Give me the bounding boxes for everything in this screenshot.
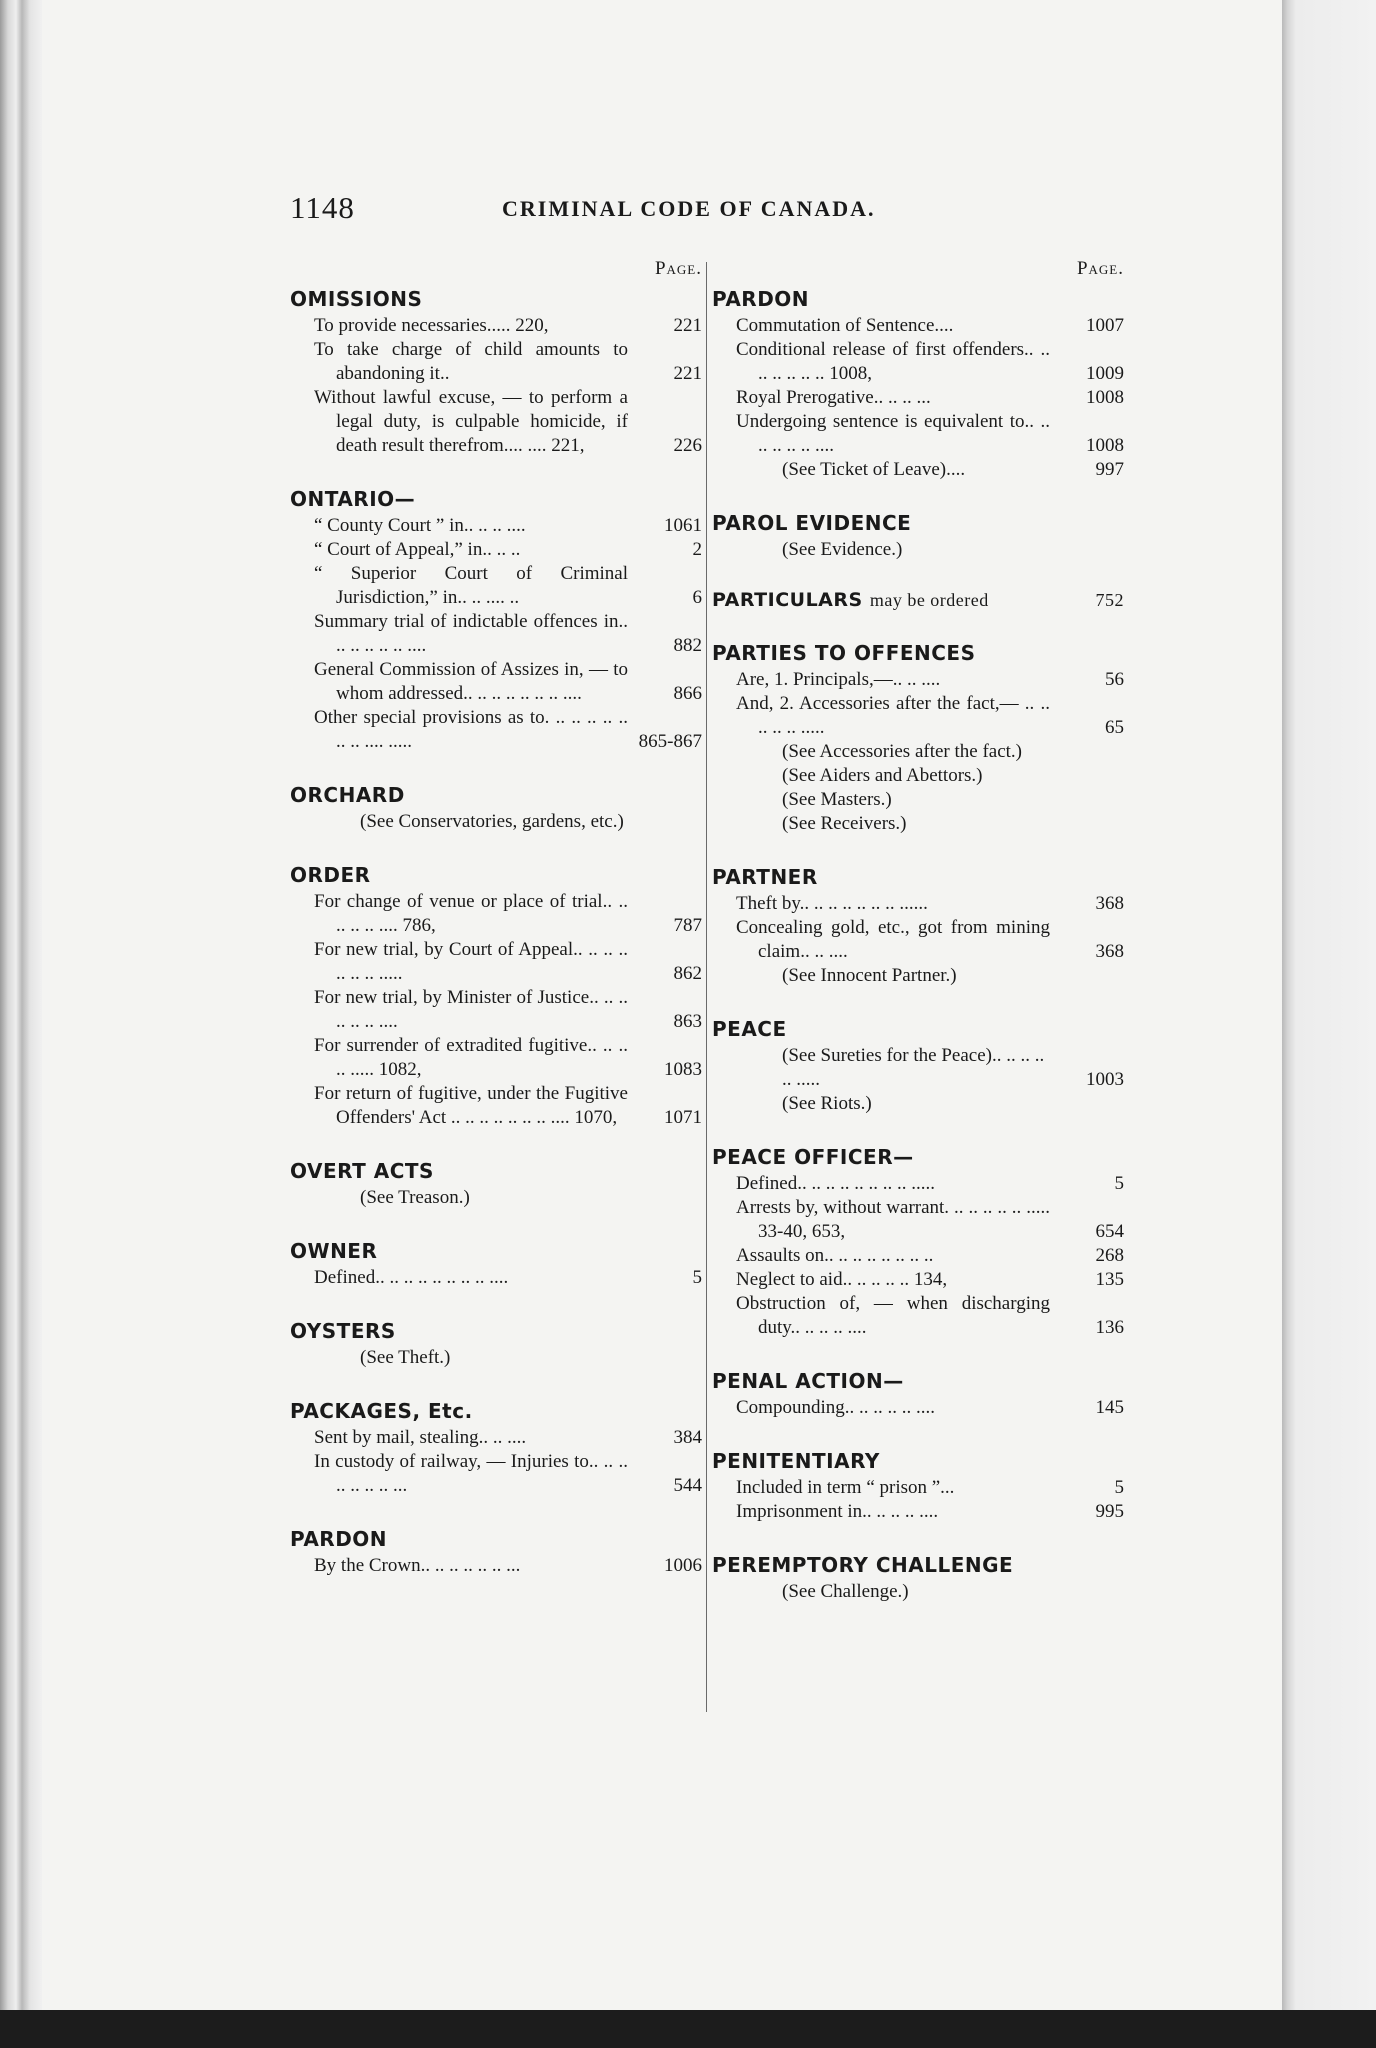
page-reference: 865-867: [638, 731, 702, 752]
index-entry: [290, 890, 702, 938]
page-right-edge: [1282, 0, 1376, 2010]
cross-reference-text: (See Theft.): [360, 1347, 451, 1368]
page-reference: 145: [1095, 1397, 1124, 1418]
entry-text: For change of venue or place of trial.. .. .. .. .. .... 786,: [314, 891, 628, 936]
index-entry: [712, 1476, 1124, 1500]
index-section: [290, 284, 702, 458]
entry-text: By the Crown.. .. .. .. .. .. ...: [314, 1555, 521, 1576]
entry-text: “ Superior Court of Criminal Jurisdiction,” in.. .. .... ..: [314, 563, 628, 608]
index-section: [712, 638, 1124, 836]
entry-text: Conditional release of first offenders.. .. .. .. .. .. .. 1008,: [736, 339, 1050, 384]
entry-text: Included in term “ prison ”...: [736, 1477, 955, 1498]
index-section: [712, 1366, 1124, 1420]
entry-text: To provide necessaries..... 220,: [314, 315, 549, 336]
cross-reference-text: (See Innocent Partner.): [782, 965, 957, 986]
index-entry: [712, 1172, 1124, 1196]
index-section: [290, 780, 702, 834]
index-heading: PACKAGES, Etc.: [290, 1399, 473, 1423]
page-number: 1148: [290, 190, 355, 225]
index-entry: [290, 1082, 702, 1130]
cross-reference: (See Riots.): [782, 1093, 872, 1114]
index-section: [290, 1236, 702, 1290]
page-reference: 368: [1095, 893, 1124, 914]
index-entry: [290, 1426, 702, 1450]
index-heading: ORCHARD: [290, 783, 405, 807]
index-heading: OYSTERS: [290, 1319, 396, 1343]
entry-text: Commutation of Sentence....: [736, 315, 954, 336]
index-entry: [712, 1244, 1124, 1268]
entry-text: Royal Prerogative.. .. .. ...: [736, 387, 931, 408]
page-reference: 863: [673, 1011, 702, 1032]
page-reference: 1083: [664, 1059, 702, 1080]
page-reference: 1009: [1086, 363, 1124, 384]
page-reference: 1061: [664, 515, 702, 536]
entry-text: “ County Court ” in.. .. .. ....: [314, 515, 526, 536]
index-entry: [290, 706, 702, 754]
cross-reference-text: (See Conservatories, gardens, etc.): [360, 811, 624, 832]
index-entry: [712, 1500, 1124, 1524]
index-entry: [712, 338, 1124, 386]
page-reference: 1003: [1086, 1069, 1124, 1090]
entry-text: For new trial, by Minister of Justice.. .. .. .. .. .. ....: [314, 987, 628, 1032]
index-column-right: [712, 258, 1124, 1630]
page-reference: 654: [1095, 1221, 1124, 1242]
index-entry: [712, 1196, 1124, 1244]
entry-text: Concealing gold, etc., got from mining claim.. .. ....: [736, 917, 1050, 962]
scan-binding-edge: [0, 0, 42, 2048]
index-heading: ONTARIO—: [290, 487, 416, 511]
page-reference: 65: [1105, 717, 1124, 738]
cross-reference: (See Accessories after the fact.): [782, 741, 1023, 762]
index-entry: [712, 314, 1124, 338]
index-heading: PEREMPTORY CHALLENGE: [712, 1553, 1014, 1577]
index-entry: [712, 1268, 1124, 1292]
cross-reference-text: (See Treason.): [360, 1187, 470, 1208]
cross-reference-text: (See Ticket of Leave)....: [782, 459, 966, 480]
running-title: CRIMINAL CODE OF CANADA.: [502, 196, 876, 221]
entry-text: Are, 1. Principals,—.. .. ....: [736, 669, 941, 690]
index-heading-text: PARTICULARS: [712, 589, 863, 611]
index-heading: PEACE OFFICER—: [712, 1145, 914, 1169]
entry-text: Sent by mail, stealing.. .. ....: [314, 1427, 527, 1448]
cross-reference: [712, 964, 1124, 988]
entry-text: Assaults on.. .. .. .. .. .. .. ..: [736, 1245, 934, 1266]
page-reference: 221: [673, 363, 702, 384]
cross-reference-text: (See Sureties for the Peace).. .. .. .. .. .....: [782, 1045, 1045, 1090]
entry-text: “ Court of Appeal,” in.. .. ..: [314, 539, 521, 560]
page-reference: 1008: [1086, 387, 1124, 408]
page-reference: 544: [673, 1475, 702, 1496]
index-entry: [712, 892, 1124, 916]
entry-text: Other special provisions as to. .. .. .. .. .. .. .. .... .....: [314, 707, 628, 752]
index-section: [712, 1142, 1124, 1340]
index-heading: PEACE: [712, 1017, 787, 1041]
entry-text: Undergoing sentence is equivalent to.. .. .. .. .. .. ....: [736, 411, 1050, 456]
index-entry: [290, 1034, 702, 1082]
page-reference: 882: [673, 635, 702, 656]
index-section: [712, 588, 1124, 612]
index-entry: [290, 610, 702, 658]
entry-text: For surrender of extradited fugitive.. .. .. .. ..... 1082,: [314, 1035, 628, 1080]
cross-reference: (See Receivers.): [782, 813, 907, 834]
index-entry: [290, 1450, 702, 1498]
index-entry: [290, 386, 702, 458]
entry-text: Defined.. .. .. .. .. .. .. .. ....: [314, 1267, 509, 1288]
page-reference: 56: [1105, 669, 1124, 690]
column-divider: [706, 262, 707, 1712]
page-reference: 2: [692, 539, 702, 560]
index-entry: [712, 410, 1124, 458]
entry-text: Without lawful excuse, — to perform a legal duty, is culpable homicide, if death result therefrom.... .... 221,: [314, 387, 628, 456]
entry-text: To take charge of child amounts to abandoning it..: [314, 339, 628, 384]
cross-reference: [712, 538, 1124, 562]
entry-text: Obstruction of, — when discharging duty.. .. .. .. ....: [736, 1293, 1050, 1338]
index-entry: [290, 314, 702, 338]
entry-text: Neglect to aid.. .. .. .. .. 134,: [736, 1269, 948, 1290]
index-heading: [712, 588, 1124, 612]
index-column-left: [290, 258, 702, 1604]
index-section: [290, 1156, 702, 1210]
entry-text: In custody of railway, — Injuries to.. .. .. .. .. .. .. ...: [314, 1451, 628, 1496]
index-entry: [712, 692, 1124, 740]
index-section: [712, 284, 1124, 482]
page-reference: 1008: [1086, 435, 1124, 456]
index-section: [290, 860, 702, 1130]
cross-reference: (See Aiders and Abettors.): [782, 765, 983, 786]
cross-reference: [712, 458, 1124, 482]
page-reference: 787: [673, 915, 702, 936]
index-section: [290, 1524, 702, 1578]
entry-text: Theft by.. .. .. .. .. .. .. ......: [736, 893, 928, 914]
index-entry: [712, 1292, 1124, 1340]
cross-reference: [712, 1044, 1124, 1092]
entry-text: Summary trial of indictable offences in.. .. .. .. .. .. ....: [314, 611, 628, 656]
entry-text: General Commission of Assizes in, — to whom addressed.. .. .. .. .. .. .. ....: [314, 659, 628, 704]
index-entry: [290, 658, 702, 706]
page-reference: 368: [1095, 941, 1124, 962]
entry-text: And, 2. Accessories after the fact,— .. .. .. .. .. .....: [736, 693, 1050, 738]
index-section: [290, 484, 702, 754]
page-reference: 136: [1095, 1317, 1124, 1338]
index-entry: [712, 916, 1124, 964]
page-column-label: Page.: [654, 258, 702, 279]
page-reference: 1071: [664, 1107, 702, 1128]
page-reference: 5: [692, 1267, 702, 1288]
page-reference: 5: [1114, 1477, 1124, 1498]
index-section: [712, 1550, 1124, 1604]
index-entry: [712, 668, 1124, 692]
page-reference: 268: [1095, 1245, 1124, 1266]
page-reference: 862: [673, 963, 702, 984]
cross-reference: [712, 1580, 1124, 1604]
index-heading: PARTIES TO OFFENCES: [712, 641, 976, 665]
index-entry: [290, 338, 702, 386]
page-reference: 752: [1095, 590, 1124, 610]
cross-reference: [290, 810, 702, 834]
page-reference: 221: [673, 315, 702, 336]
entry-text: For new trial, by Court of Appeal.. .. .. .. .. .. .. .....: [314, 939, 628, 984]
index-heading: PARDON: [290, 1527, 388, 1551]
index-heading: PARDON: [712, 287, 810, 311]
cross-reference-text: (See Evidence.): [782, 539, 903, 560]
index-heading: OVERT ACTS: [290, 1159, 434, 1183]
index-heading: ORDER: [290, 863, 371, 887]
index-section: [712, 508, 1124, 562]
index-heading: OMISSIONS: [290, 287, 423, 311]
entry-text: Arrests by, without warrant. .. .. .. .. .. ..... 33-40, 653,: [736, 1197, 1050, 1242]
cross-reference: (See Masters.): [782, 789, 892, 810]
index-heading: PAROL EVIDENCE: [712, 511, 912, 535]
page-reference: 995: [1095, 1501, 1124, 1522]
page-column-label: Page.: [1076, 258, 1124, 279]
index-section: [712, 862, 1124, 988]
page-reference: 997: [1095, 459, 1124, 480]
cross-reference: [290, 1346, 702, 1370]
index-entry: [290, 1266, 702, 1290]
page-reference: 384: [673, 1427, 702, 1448]
page-reference: 5: [1114, 1173, 1124, 1194]
cross-reference-text: (See Challenge.): [782, 1581, 909, 1602]
cross-reference: [290, 1186, 702, 1210]
page-reference: 6: [692, 587, 702, 608]
entry-text: Defined.. .. .. .. .. .. .. .. .....: [736, 1173, 935, 1194]
index-entry: [290, 538, 702, 562]
index-heading: PARTNER: [712, 865, 818, 889]
scan-bottom-edge: [0, 2010, 1376, 2048]
page-reference: 1006: [664, 1555, 702, 1576]
page-reference: 1007: [1086, 315, 1124, 336]
page-reference: 135: [1095, 1269, 1124, 1290]
index-entry: [290, 938, 702, 986]
index-heading: PENAL ACTION—: [712, 1369, 904, 1393]
index-heading: OWNER: [290, 1239, 378, 1263]
index-entry: [712, 1396, 1124, 1420]
index-heading: PENITENTIARY: [712, 1449, 880, 1473]
entry-text: Compounding.. .. .. .. .. ....: [736, 1397, 935, 1418]
index-section: [290, 1396, 702, 1498]
entry-text: For return of fugitive, under the Fugitive Offenders' Act .. .. .. .. .. .. .. .... 1070,: [314, 1083, 628, 1128]
index-entry: [290, 514, 702, 538]
index-entry: [712, 386, 1124, 410]
index-heading-note: may be ordered: [869, 590, 989, 610]
index-entry: [290, 986, 702, 1034]
index-section: [290, 1316, 702, 1370]
page-reference: 866: [673, 683, 702, 704]
page-reference: 226: [673, 435, 702, 456]
index-entry: [290, 562, 702, 610]
index-section: [712, 1014, 1124, 1116]
entry-text: Imprisonment in.. .. .. .. ....: [736, 1501, 939, 1522]
index-section: [712, 1446, 1124, 1524]
index-entry: [290, 1554, 702, 1578]
